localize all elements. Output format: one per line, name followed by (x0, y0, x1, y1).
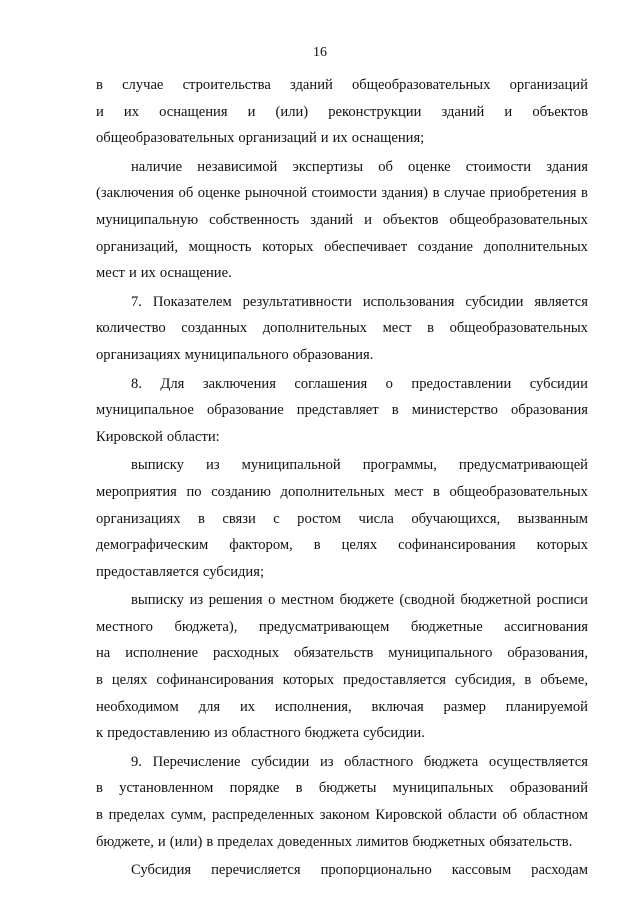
text-line: выписку из муниципальной программы, предусматривающей (131, 457, 588, 474)
text-line: выписку из решения о местном бюджете (сводной бюджетной росписи (131, 592, 588, 609)
text-line: Субсидия перечисляется пропорционально кассовым расходам (131, 862, 588, 879)
text-line: (заключения об оценке рыночной стоимости здания) в случае приобретения в (96, 185, 588, 202)
document-body (96, 72, 588, 884)
text-line: наличие независимой экспертизы об оценке стоимости здания (131, 158, 588, 175)
text-line: мест и их оснащение. (96, 265, 232, 282)
text-line: мероприятия по созданию дополнительных мест в общеобразовательных (96, 483, 588, 500)
text-line: организаций, мощность которых обеспечивает создание дополнительных (96, 238, 588, 255)
text-line: в целях софинансирования которых предоставляется субсидия, в объеме, (96, 672, 588, 689)
page-number: 16 (313, 45, 327, 60)
text-line: 9. Перечисление субсидии из областного бюджета осуществляется (131, 753, 588, 770)
text-line: количество созданных дополнительных мест в общеобразовательных (96, 320, 588, 337)
text-line: на исполнение расходных обязательств муниципального образования, (96, 645, 588, 662)
text-line: к предоставлению из областного бюджета субсидии. (96, 725, 425, 742)
text-line: в пределах сумм, распределенных законом Кировской области об областном (96, 807, 588, 824)
text-line: демографическим фактором, в целях софинансирования которых (96, 537, 588, 554)
text-line: муниципальную собственность зданий и объектов общеобразовательных (96, 211, 588, 228)
text-line: 8. Для заключения соглашения о предоставлении субсидии (131, 375, 588, 392)
text-line: местного бюджета), предусматривающем бюджетные ассигнования (96, 618, 588, 635)
text-line: Кировской области: (96, 428, 220, 445)
text-line: бюджете, и (или) в пределах доведенных лимитов бюджетных обязательств. (96, 833, 573, 850)
text-line: 7. Показателем результативности использования субсидии является (131, 293, 588, 310)
text-line: предоставляется субсидия; (96, 563, 265, 580)
text-line: организациях в связи с ростом числа обучающихся, вызванным (96, 510, 588, 527)
text-line: в установленном порядке в бюджеты муниципальных образований (96, 780, 588, 797)
text-line: общеобразовательных организаций и их оснащения; (96, 130, 425, 147)
text-line: и их оснащения и (или) реконструкции зданий и объектов (96, 103, 588, 120)
text-line: в случае строительства зданий общеобразовательных организаций (96, 77, 588, 93)
text-line: необходимом для их исполнения, включая размер планируемой (96, 698, 588, 715)
text-line: организациях муниципального образования. (96, 346, 374, 363)
text-line: муниципальное образование представляет в министерство образования (96, 402, 588, 419)
